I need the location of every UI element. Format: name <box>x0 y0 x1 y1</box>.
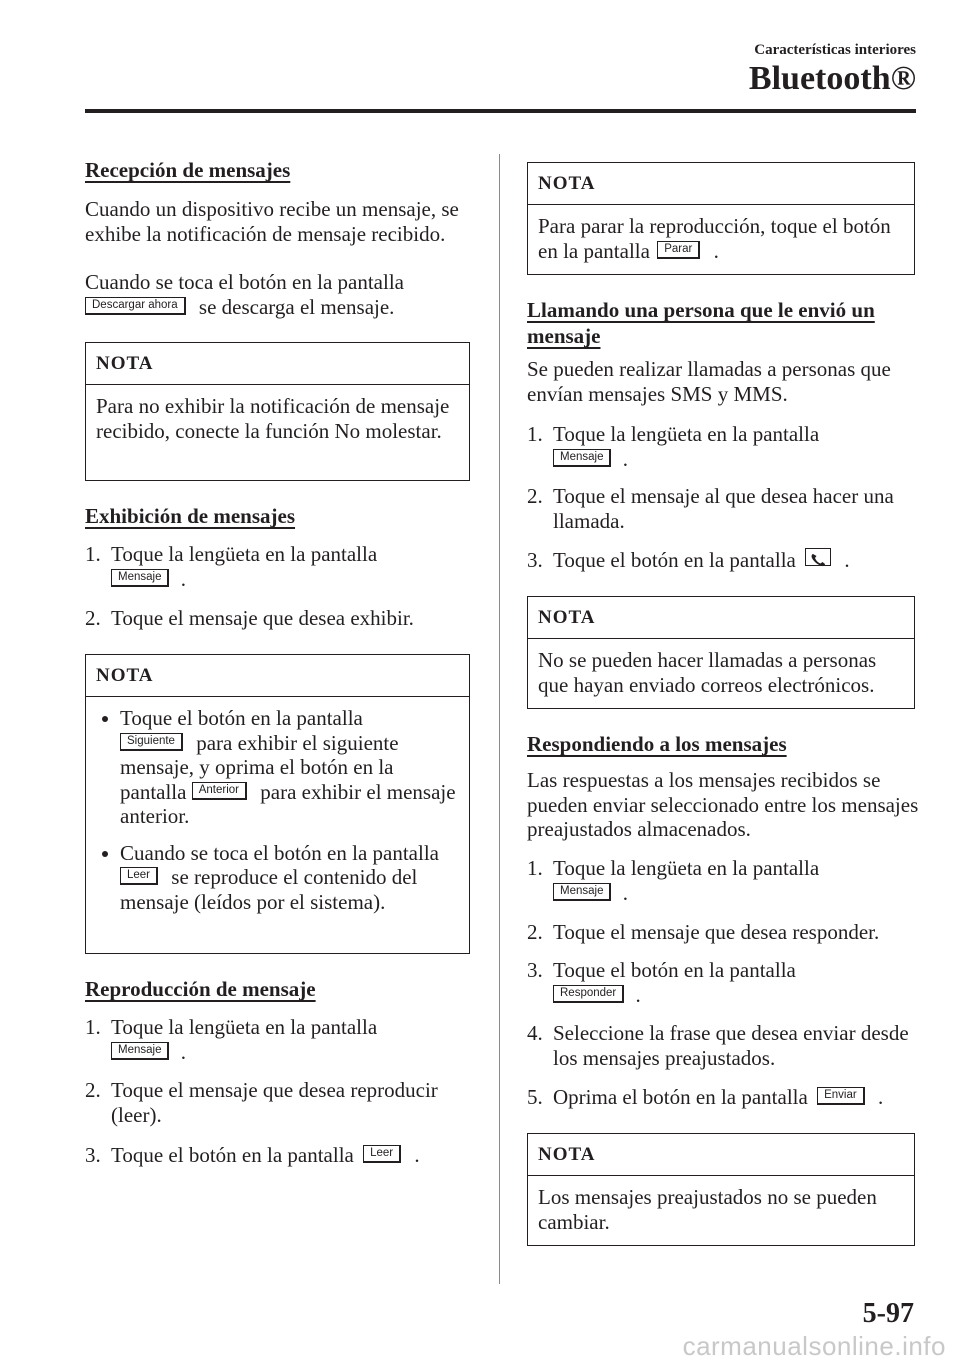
note-bullet-2 <box>96 841 461 915</box>
step-text: Oprima el botón en la pantalla <box>553 1085 808 1109</box>
paragraph-recepcion: Cuando un dispositivo recibe un mensaje, se exhibe la notificación de mensaje recibido. <box>85 197 459 246</box>
section-title: Características interiores <box>754 42 916 58</box>
enviar-button[interactable]: Enviar <box>817 1087 865 1105</box>
note-box-exhibicion <box>85 654 470 954</box>
mensaje-tab-button[interactable]: Mensaje <box>111 569 169 587</box>
step-number: 3. <box>527 958 543 982</box>
step-number: 1. <box>85 1015 101 1039</box>
step-end: . <box>622 880 628 905</box>
bullet-text: se reproduce el contenido del mensaje (leídos por el sistema). <box>120 865 418 914</box>
descargar-ahora-button[interactable]: Descargar ahora <box>85 297 186 315</box>
note-end: . <box>713 238 719 263</box>
step-text: Toque el botón en la pantalla <box>553 548 796 572</box>
descargar-text: Cuando se toca el botón en la pantalla <box>85 270 404 294</box>
note-bullet-1 <box>96 706 461 829</box>
paragraph-descargar <box>85 270 477 319</box>
step-text: Toque el mensaje que desea exhibir. <box>111 606 414 630</box>
note-box-llamadas <box>527 596 915 709</box>
step-end: . <box>180 1039 186 1064</box>
note-body <box>528 205 914 263</box>
column-divider <box>499 154 500 1284</box>
step-text: Toque la lengüeta en la pantalla <box>111 542 378 566</box>
heading-exhibicion: Exhibición de mensajes <box>85 504 296 528</box>
step-text: Toque el botón en la pantalla <box>111 1143 354 1167</box>
respondiendo-step-2 <box>527 920 919 946</box>
bullet-text: para exhibir el siguiente mensaje, y oprima el botón en la pantalla <box>120 730 399 804</box>
bullet-text: para exhibir el mensaje anterior. <box>120 779 456 828</box>
note-body: Para no exhibir la notificación de mensaje recibido, conecte la función No molestar. <box>96 394 450 443</box>
note-title: NOTA <box>86 655 469 697</box>
note-title: NOTA <box>528 163 914 205</box>
bullet-text: Toque el botón en la pantalla <box>120 706 363 730</box>
bullet-dot <box>102 716 108 722</box>
step-text: Toque el botón en la pantalla <box>553 958 796 982</box>
phone-call-button[interactable] <box>805 548 831 566</box>
reproduccion-step-1 <box>85 1015 465 1063</box>
step-number: 3. <box>85 1143 101 1167</box>
step-number: 1. <box>85 542 101 566</box>
exhibicion-step-2 <box>85 606 465 632</box>
leer-button[interactable]: Leer <box>120 867 158 885</box>
step-text: Toque la lengüeta en la pantalla <box>111 1015 378 1039</box>
respondiendo-step-5 <box>527 1085 919 1111</box>
bullet-text: Cuando se toca el botón en la pantalla <box>120 840 439 865</box>
page-number: 5-97 <box>862 1298 914 1329</box>
paragraph-llamando: Se pueden realizar llamadas a personas que envían mensajes SMS y MMS. <box>527 357 891 406</box>
note-body: Los mensajes preajustados no se pueden cambiar. <box>538 1185 877 1234</box>
step-text: Toque la lengüeta en la pantalla <box>553 856 820 880</box>
step-number: 2. <box>85 606 101 630</box>
llamando-step-2 <box>527 484 912 534</box>
leer-button[interactable]: Leer <box>363 1145 401 1163</box>
note-title: NOTA <box>528 597 914 639</box>
reproduccion-step-3 <box>85 1143 470 1169</box>
watermark: carmanualsonline.info <box>682 1331 946 1361</box>
step-end: . <box>877 1085 884 1109</box>
header-rule <box>85 109 916 113</box>
step-text: Seleccione la frase que desea enviar desde los mensajes preajustados. <box>553 1021 909 1070</box>
anterior-button[interactable]: Anterior <box>192 782 247 800</box>
note-body: No se pueden hacer llamadas a personas que hayan enviado correos electrónicos. <box>538 648 877 697</box>
descargar-end: se descarga el mensaje. <box>198 294 395 319</box>
note-title: NOTA <box>86 343 469 385</box>
mensaje-tab-button[interactable]: Mensaje <box>553 449 611 467</box>
heading-llamando: Llamando una persona que le envió un mensaje <box>527 298 875 348</box>
step-text: Toque el mensaje que desea responder. <box>553 920 880 944</box>
respondiendo-step-3 <box>527 958 912 1006</box>
bullet-dot <box>102 851 108 857</box>
page-title: Bluetooth® <box>748 60 916 97</box>
step-number: 3. <box>527 548 543 572</box>
step-end: . <box>180 566 186 591</box>
respondiendo-step-4 <box>527 1021 912 1071</box>
note-box-preajustados <box>527 1133 915 1246</box>
step-text: Toque el mensaje al que desea hacer una llamada. <box>553 484 894 533</box>
mensaje-tab-button[interactable]: Mensaje <box>553 883 611 901</box>
step-number: 2. <box>527 920 543 944</box>
step-end: . <box>414 1143 420 1167</box>
mensaje-tab-button[interactable]: Mensaje <box>111 1042 169 1060</box>
llamando-step-3 <box>527 548 912 574</box>
heading-respondiendo: Respondiendo a los mensajes <box>527 732 787 756</box>
step-end: . <box>844 548 850 572</box>
step-end: . <box>635 982 641 1007</box>
responder-button[interactable]: Responder <box>553 985 624 1003</box>
step-text: Toque la lengüeta en la pantalla <box>553 422 820 446</box>
step-number: 2. <box>85 1078 101 1102</box>
respondiendo-step-1 <box>527 856 912 904</box>
step-number: 2. <box>527 484 543 508</box>
step-number: 4. <box>527 1021 543 1045</box>
note-body <box>86 697 469 914</box>
heading-recepcion: Recepción de mensajes <box>85 158 291 182</box>
heading-reproduccion: Reproducción de mensaje <box>85 977 316 1001</box>
step-text: Toque el mensaje que desea reproducir (leer). <box>111 1078 438 1127</box>
note-text: Para parar la reproducción, toque el botón en la pantalla <box>538 214 891 263</box>
parar-button[interactable]: Parar <box>657 241 700 259</box>
note-box-no-molestar <box>85 342 470 481</box>
exhibicion-step-1 <box>85 542 465 590</box>
step-number: 5. <box>527 1085 543 1109</box>
phone-icon <box>806 552 830 568</box>
note-title: NOTA <box>528 1134 914 1176</box>
llamando-step-1 <box>527 422 912 470</box>
note-box-parar <box>527 162 915 275</box>
paragraph-respondiendo: Las respuestas a los mensajes recibidos se pueden enviar seleccionado entre los mensajes preajustados almacenados. <box>527 768 919 841</box>
step-number: 1. <box>527 422 543 446</box>
step-number: 1. <box>527 856 543 880</box>
step-end: . <box>622 446 628 471</box>
siguiente-button[interactable]: Siguiente <box>120 733 183 751</box>
reproduccion-step-2 <box>85 1078 470 1128</box>
